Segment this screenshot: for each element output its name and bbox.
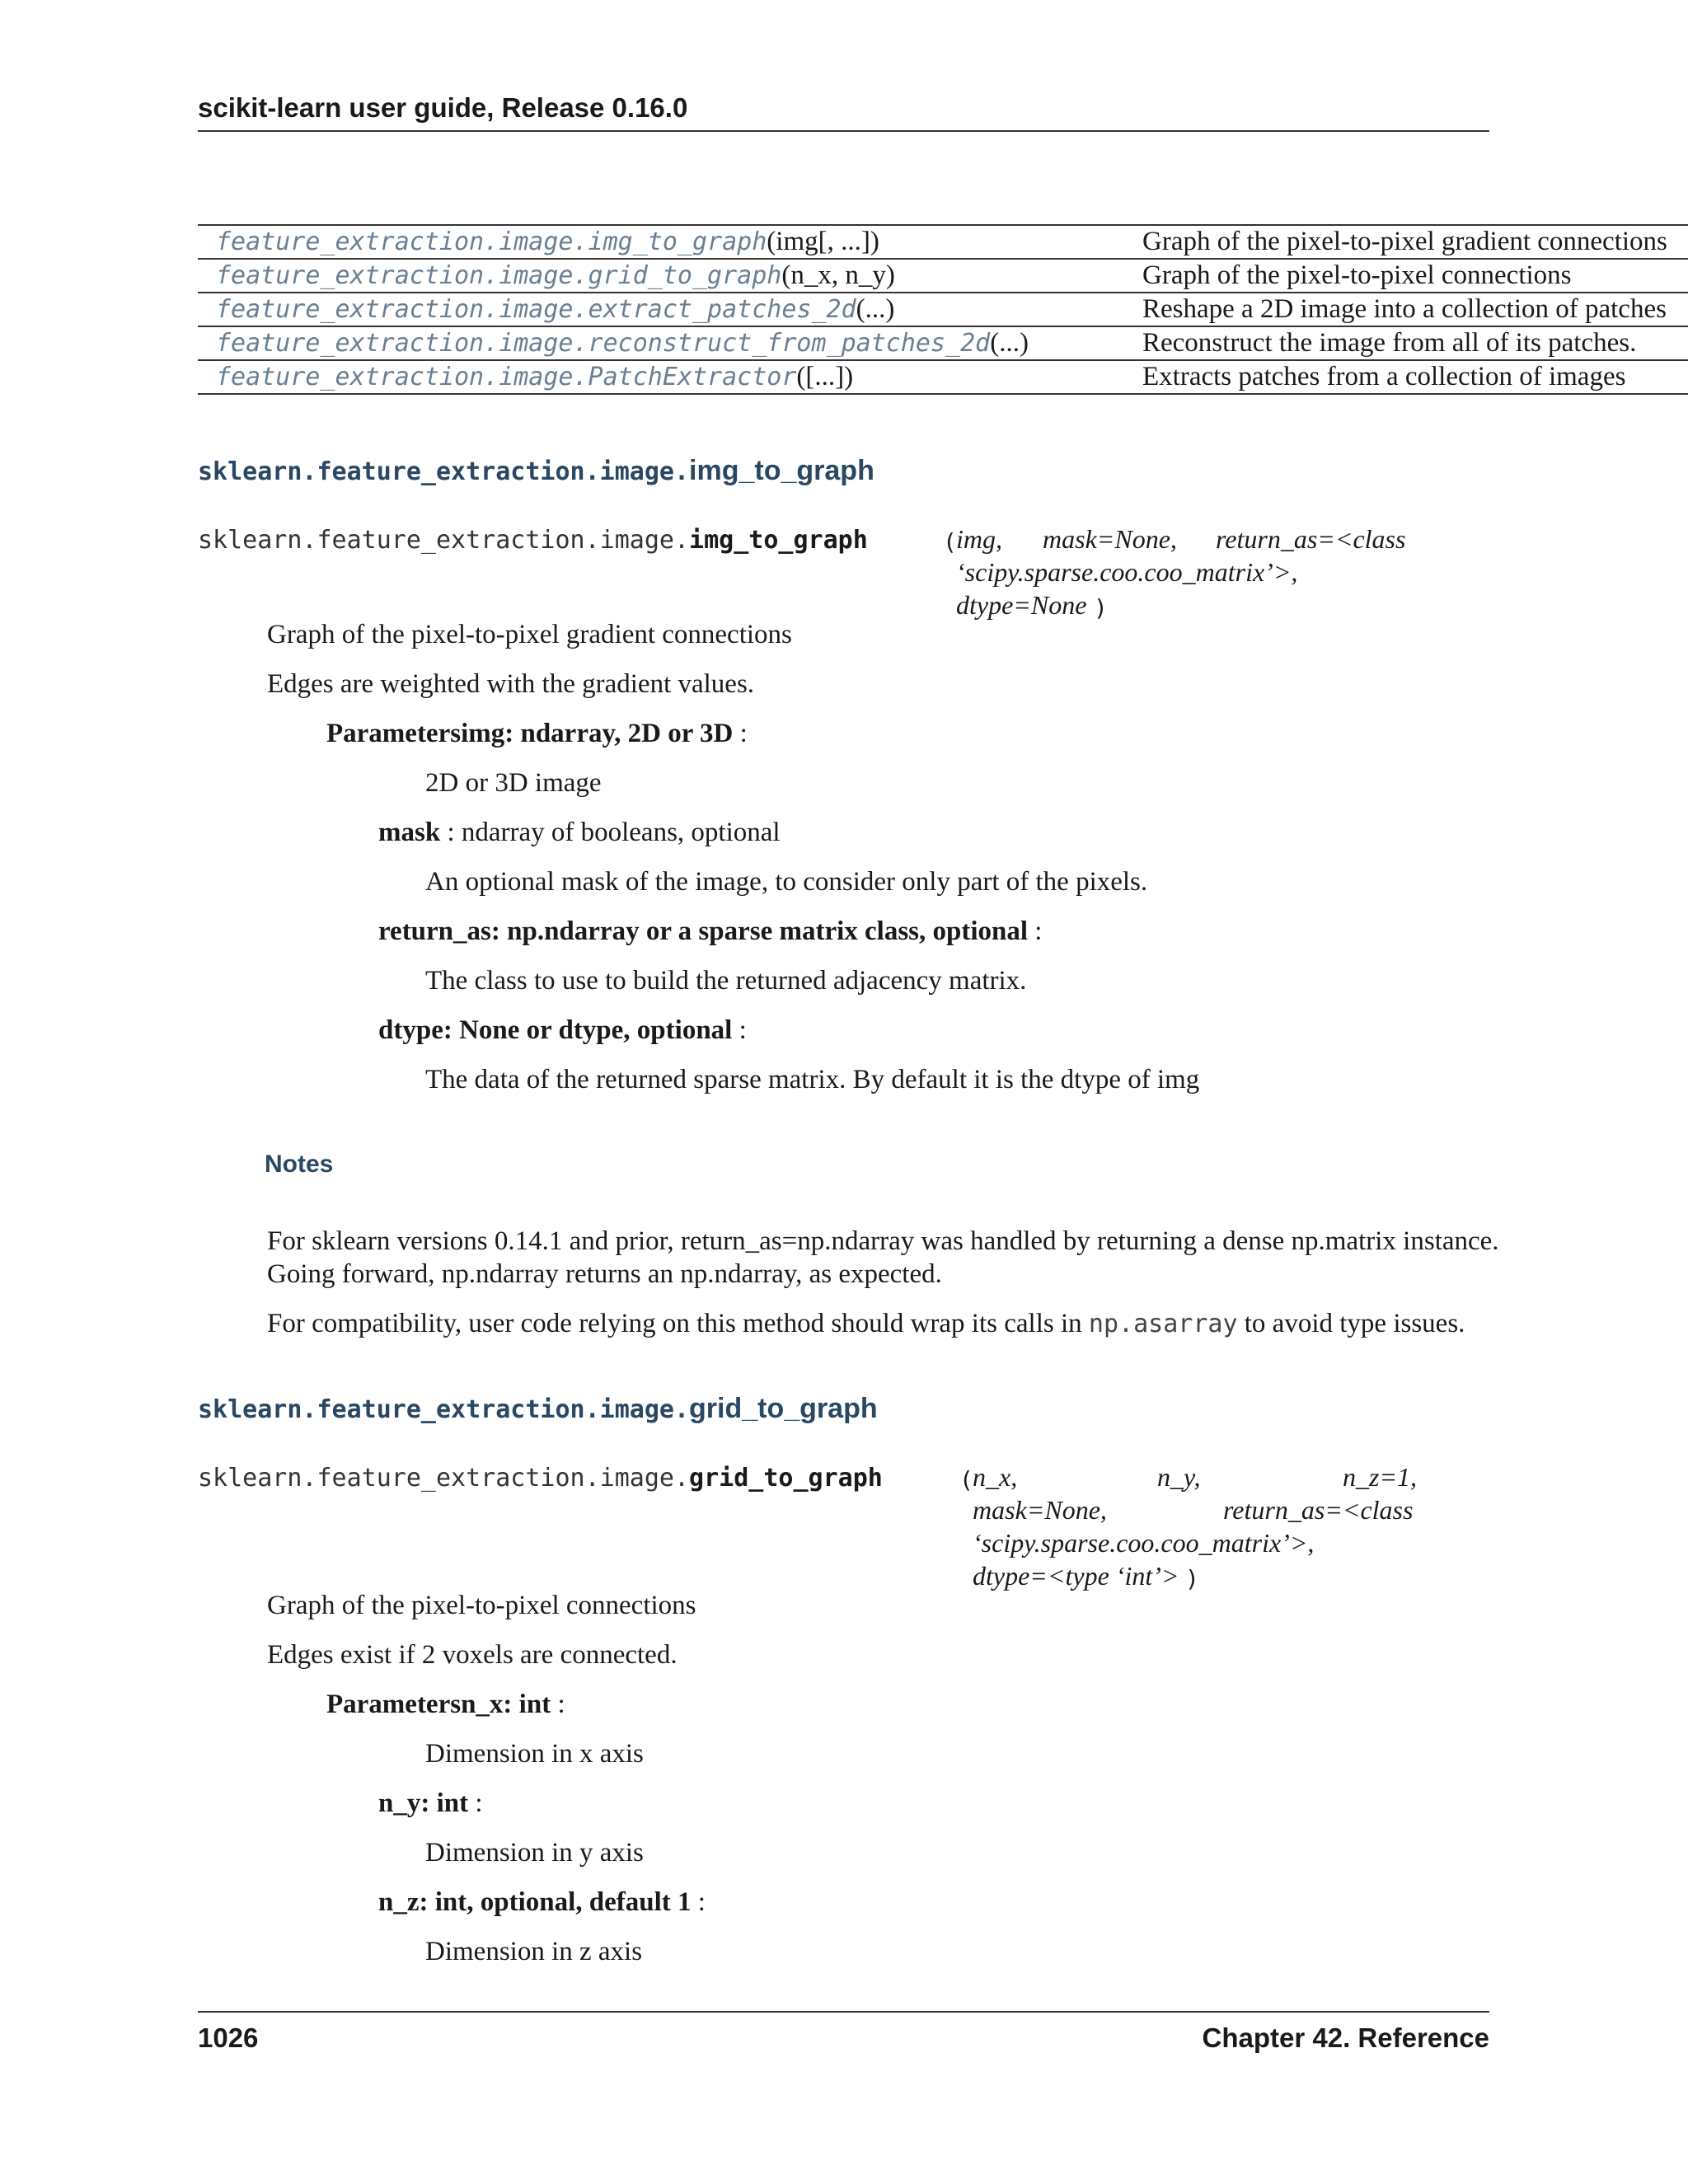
- parameters-label: Parameters: [326, 719, 462, 748]
- note-text: Going forward, np.ndarray returns an np.ndarray, as expected.: [267, 1259, 942, 1289]
- parameter-entry: dtype: None or dtype, optional :: [378, 1015, 747, 1045]
- page-footer: [198, 2011, 1489, 2060]
- param-name: dtype: None or dtype, optional: [378, 1015, 733, 1045]
- header-title: scikit-learn user guide, Release 0.16.0: [198, 92, 688, 123]
- function-link[interactable]: feature_extraction.image.reconstruct_from_patches_2d: [216, 329, 991, 358]
- page-number: 1026: [198, 2022, 259, 2053]
- section-title-grid-to-graph: sklearn.feature_extraction.image.grid_to_graph: [198, 1393, 878, 1424]
- function-args: (n_x, n_y): [781, 260, 895, 290]
- table-cell-function: [198, 225, 1142, 259]
- extended-text: Edges are weighted with the gradient values.: [267, 669, 755, 699]
- parameter-entry: n_y: int :: [378, 1788, 483, 1818]
- parameter-entry: return_as: np.ndarray or a sparse matrix class, optional :: [378, 916, 1043, 946]
- table-row: [198, 259, 1688, 293]
- function-args: (img[, ...]): [767, 227, 879, 256]
- parameter-entry: n_z: int, optional, default 1 :: [378, 1887, 706, 1917]
- table-row: [198, 225, 1688, 259]
- function-signature: sklearn.feature_extraction.image.grid_to_graph: [198, 1464, 883, 1493]
- chapter-label: Chapter 42. Reference: [1202, 2022, 1489, 2053]
- signature-param: n_y,: [1157, 1462, 1201, 1492]
- function-link[interactable]: feature_extraction.image.img_to_graph: [216, 227, 767, 256]
- signature-function-name: img_to_graph: [689, 526, 868, 555]
- param-name: n_y: int: [378, 1788, 469, 1818]
- signature-param: mask=None,: [1043, 524, 1177, 554]
- signature-param: ‘scipy.sparse.coo.coo_matrix’>,: [956, 557, 1298, 587]
- signature-param: ‘scipy.sparse.coo.coo_matrix’>,: [973, 1528, 1315, 1558]
- param-description: The class to use to build the returned adjacency matrix.: [425, 966, 1027, 996]
- param-name: n_x: int: [461, 1690, 551, 1719]
- table-cell-description: Extracts patches from a collection of images: [1142, 360, 1688, 394]
- signature-param: n_z=1,: [1343, 1462, 1418, 1492]
- table-row: [198, 293, 1688, 326]
- note-text: For sklearn versions 0.14.1 and prior, return_as=np.ndarray was handled by returning a dense np.matrix instance.: [267, 1226, 1499, 1256]
- table-cell-function: [198, 293, 1142, 326]
- param-description: Dimension in x axis: [425, 1739, 644, 1769]
- table-cell-description: Reconstruct the image from all of its patches.: [1142, 326, 1688, 360]
- param-type: : ndarray of booleans, optional: [440, 818, 781, 847]
- function-signature: sklearn.feature_extraction.image.img_to_graph: [198, 526, 868, 555]
- table-cell-description: Graph of the pixel-to-pixel gradient connections: [1142, 225, 1688, 259]
- param-description: 2D or 3D image: [425, 768, 602, 798]
- summary-text: Graph of the pixel-to-pixel connections: [267, 1591, 696, 1620]
- table-row: [198, 360, 1688, 394]
- table-row: [198, 326, 1688, 360]
- signature-param: dtype=<type ‘int’>: [973, 1561, 1179, 1591]
- table-cell-function: [198, 326, 1142, 360]
- function-args: ([...]): [796, 362, 854, 391]
- param-name: mask: [378, 818, 441, 847]
- param-description: The data of the returned sparse matrix. By default it is the dtype of img: [425, 1065, 1200, 1094]
- function-args: (...): [856, 294, 895, 324]
- param-description: Dimension in z axis: [425, 1937, 643, 1966]
- note-text: For compatibility, user code relying on this method should wrap its calls in np.asarray to avoid type issues.: [267, 1309, 1465, 1338]
- param-name: n_z: int, optional, default 1: [378, 1887, 692, 1917]
- table-cell-description: Graph of the pixel-to-pixel connections: [1142, 259, 1688, 293]
- param-name: img: ndarray, 2D or 3D: [461, 719, 734, 748]
- signature-param: img,: [956, 524, 1002, 554]
- signature-param: mask=None,: [973, 1495, 1107, 1525]
- param-description: An optional mask of the image, to consider only part of the pixels.: [425, 867, 1148, 897]
- notes-heading: Notes: [265, 1151, 334, 1178]
- signature-function-name: grid_to_graph: [689, 1464, 883, 1493]
- function-summary-table: [198, 224, 1688, 395]
- extended-text: Edges exist if 2 voxels are connected.: [267, 1640, 678, 1670]
- signature-param: return_as=<class: [1216, 524, 1406, 554]
- param-description: Dimension in y axis: [425, 1838, 644, 1868]
- function-link[interactable]: feature_extraction.image.extract_patches_2d: [216, 295, 856, 324]
- signature-param: dtype=None: [956, 590, 1087, 620]
- parameter-entry: Parametersn_x: int :: [326, 1690, 565, 1719]
- table-cell-function: [198, 360, 1142, 394]
- inline-code: np.asarray: [1088, 1310, 1238, 1338]
- parameters-label: Parameters: [326, 1690, 462, 1719]
- running-header: [198, 92, 1489, 132]
- table-cell-function: [198, 259, 1142, 293]
- parameter-entry: Parametersimg: ndarray, 2D or 3D :: [326, 719, 748, 748]
- function-args: (...): [990, 328, 1029, 358]
- signature-param: n_x,: [973, 1462, 1018, 1492]
- function-link[interactable]: feature_extraction.image.grid_to_graph: [216, 261, 782, 290]
- summary-text: Graph of the pixel-to-pixel gradient connections: [267, 620, 792, 649]
- parameter-entry: [378, 818, 781, 848]
- section-title-img-to-graph: sklearn.feature_extraction.image.img_to_graph: [198, 455, 874, 486]
- function-link[interactable]: feature_extraction.image.PatchExtractor: [216, 363, 797, 391]
- param-name: return_as: np.ndarray or a sparse matrix class, optional: [378, 916, 1029, 946]
- table-cell-description: Reshape a 2D image into a collection of patches: [1142, 293, 1688, 326]
- signature-param: return_as=<class: [1223, 1495, 1414, 1525]
